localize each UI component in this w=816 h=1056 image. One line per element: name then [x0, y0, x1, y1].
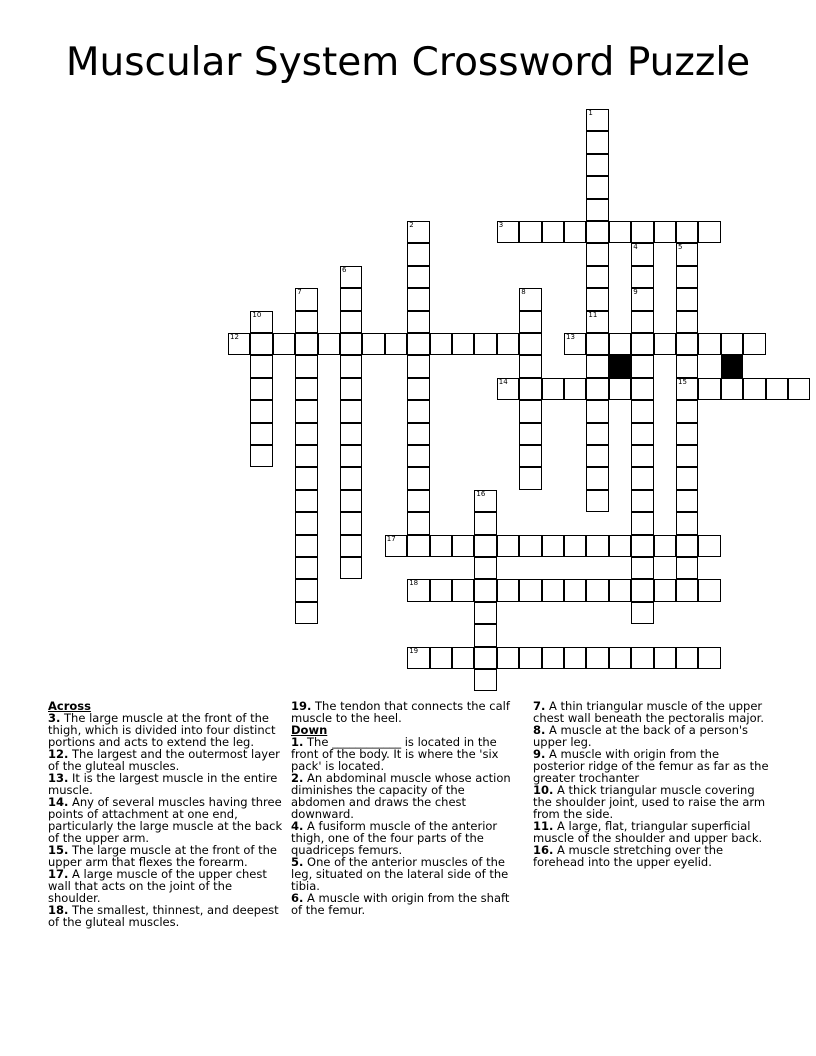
- clue-item-text: The tendon that connects the calf muscle to the heel.: [291, 699, 510, 725]
- grid-cell[interactable]: [586, 355, 608, 377]
- grid-cell[interactable]: [586, 243, 608, 265]
- clue-item-text: A large, flat, triangular superficial muscle of the shoulder and upper back.: [533, 819, 763, 845]
- grid-cell[interactable]: [586, 445, 608, 467]
- clue-heading-down: Down: [291, 723, 328, 737]
- clue-number: 19: [409, 646, 419, 655]
- grid-cell[interactable]: [586, 221, 608, 243]
- grid-cell[interactable]: [654, 535, 676, 557]
- grid-cell[interactable]: [698, 221, 720, 243]
- clue-item: [291, 820, 519, 856]
- grid-cell[interactable]: [698, 579, 720, 601]
- grid-cell[interactable]: [407, 512, 429, 534]
- clue-item-text: The smallest, thinnest, and deepest of the gluteal muscles.: [48, 903, 279, 929]
- grid-cell[interactable]: [631, 467, 653, 489]
- grid-cell[interactable]: [564, 333, 586, 355]
- grid-cell[interactable]: [295, 378, 317, 400]
- clue-item-number: 10.: [533, 783, 554, 797]
- grid-cell[interactable]: [586, 400, 608, 422]
- grid-cell[interactable]: [654, 579, 676, 601]
- grid-cell[interactable]: [407, 288, 429, 310]
- grid-cell[interactable]: [273, 333, 295, 355]
- clue-item: [291, 856, 519, 892]
- grid-cell[interactable]: [676, 288, 698, 310]
- grid-cell[interactable]: [676, 221, 698, 243]
- grid-cell[interactable]: [452, 579, 474, 601]
- grid-cell[interactable]: [430, 579, 452, 601]
- grid-cell[interactable]: [564, 378, 586, 400]
- grid-cell[interactable]: [474, 624, 496, 646]
- grid-cell[interactable]: [407, 467, 429, 489]
- grid-cell[interactable]: [295, 557, 317, 579]
- grid-cell[interactable]: [564, 221, 586, 243]
- grid-cell[interactable]: [385, 535, 407, 557]
- clue-item-number: 15.: [48, 843, 69, 857]
- grid-cell[interactable]: [676, 423, 698, 445]
- grid-cell[interactable]: [250, 445, 272, 467]
- clue-item: [533, 700, 769, 724]
- clue-item-text: The large muscle at the front of the thigh, which is divided into four distinct portions and acts to extend the leg.: [48, 711, 276, 749]
- grid-cell[interactable]: [497, 378, 519, 400]
- grid-cell[interactable]: [676, 467, 698, 489]
- grid-cell[interactable]: [295, 423, 317, 445]
- grid-cell[interactable]: [295, 602, 317, 624]
- clue-number: 17: [386, 534, 396, 543]
- clue-item-number: 4.: [291, 819, 304, 833]
- grid-cell[interactable]: [519, 423, 541, 445]
- clue-item-text: A large muscle of the upper chest wall that acts on the joint of the shoulder.: [48, 867, 267, 905]
- clue-item-number: 5.: [291, 855, 304, 869]
- grid-cell[interactable]: [519, 579, 541, 601]
- clue-number: 8: [521, 288, 526, 297]
- grid-cell[interactable]: [586, 154, 608, 176]
- grid-cell[interactable]: [631, 445, 653, 467]
- grid-cell[interactable]: [407, 490, 429, 512]
- grid-cell[interactable]: [586, 467, 608, 489]
- grid-cell[interactable]: [586, 266, 608, 288]
- clue-item: [48, 772, 284, 796]
- grid-cell[interactable]: [340, 378, 362, 400]
- clue-item: [291, 736, 519, 772]
- grid-cell[interactable]: [631, 490, 653, 512]
- clue-item-text: A fusiform muscle of the anterior thigh, one of the four parts of the quadriceps femurs.: [291, 819, 498, 857]
- grid-cell[interactable]: [631, 266, 653, 288]
- clue-item-text: Any of several muscles having three points of attachment at one end, particularly the large muscle at the back of the upper arm.: [48, 795, 283, 845]
- grid-cell[interactable]: [631, 535, 653, 557]
- grid-cell[interactable]: [631, 243, 653, 265]
- grid-cell[interactable]: [609, 333, 631, 355]
- grid-cell[interactable]: [654, 647, 676, 669]
- grid-cell[interactable]: [407, 647, 429, 669]
- grid-cell[interactable]: [542, 579, 564, 601]
- clue-item-number: 8.: [533, 723, 546, 737]
- clue-item: [48, 796, 284, 844]
- clue-item-text: A muscle with origin from the posterior ridge of the femur as far as the greater trochanter: [533, 747, 769, 785]
- grid-cell[interactable]: [519, 311, 541, 333]
- clue-item-text: A muscle with origin from the shaft of the femur.: [291, 891, 510, 917]
- grid-cell[interactable]: [340, 490, 362, 512]
- grid-cell[interactable]: [519, 378, 541, 400]
- grid-cell[interactable]: [497, 579, 519, 601]
- grid-cell[interactable]: [340, 355, 362, 377]
- grid-cell[interactable]: [474, 669, 496, 691]
- grid-cell[interactable]: [295, 311, 317, 333]
- grid-cell[interactable]: [721, 333, 743, 355]
- grid-cell[interactable]: [631, 602, 653, 624]
- grid-cell[interactable]: [698, 647, 720, 669]
- clue-item: [533, 724, 769, 748]
- clue-number: 18: [409, 579, 419, 588]
- clue-number: 3: [498, 221, 504, 229]
- grid-cell[interactable]: [676, 333, 698, 355]
- clue-item: [48, 868, 284, 904]
- grid-cell[interactable]: [609, 378, 631, 400]
- clue-item: [48, 712, 284, 748]
- grid-cell[interactable]: [474, 579, 496, 601]
- grid-cell[interactable]: [407, 311, 429, 333]
- grid-cell[interactable]: [474, 333, 496, 355]
- grid-cell[interactable]: [430, 333, 452, 355]
- grid-cell[interactable]: [474, 602, 496, 624]
- grid-cell[interactable]: [766, 378, 788, 400]
- grid-cell[interactable]: [250, 423, 272, 445]
- clue-item-text: The large muscle at the front of the upper arm that flexes the forearm.: [48, 843, 277, 869]
- grid-cell[interactable]: [497, 647, 519, 669]
- grid-cell[interactable]: [407, 333, 429, 355]
- grid-cell[interactable]: [407, 579, 429, 601]
- grid-cell[interactable]: [250, 400, 272, 422]
- clue-number: 12: [230, 333, 239, 341]
- grid-cell[interactable]: [564, 579, 586, 601]
- grid-cell[interactable]: [676, 512, 698, 534]
- clue-item-number: 16.: [533, 843, 554, 857]
- clue-number: 4: [633, 243, 638, 252]
- grid-cell[interactable]: [631, 423, 653, 445]
- grid-cell[interactable]: [542, 221, 564, 243]
- puzzle-title: Muscular System Crossword Puzzle: [65, 40, 751, 85]
- grid-cell[interactable]: [631, 512, 653, 534]
- clue-number: 15: [678, 377, 687, 386]
- clue-item-number: 18.: [48, 903, 69, 917]
- clue-number: 14: [498, 377, 508, 386]
- grid-cell[interactable]: [474, 512, 496, 534]
- grid-cell[interactable]: [519, 288, 541, 310]
- grid-cell[interactable]: [250, 378, 272, 400]
- clue-item-text: It is the largest muscle in the entire muscle.: [48, 771, 278, 797]
- clue-item-number: 6.: [291, 891, 304, 905]
- clue-number: 11: [588, 310, 598, 319]
- grid-cell[interactable]: [340, 266, 362, 288]
- grid-cell[interactable]: [609, 535, 631, 557]
- grid-cell[interactable]: [250, 311, 272, 333]
- grid-cell[interactable]: [519, 221, 541, 243]
- grid-cell[interactable]: [586, 176, 608, 198]
- grid-cell[interactable]: [698, 535, 720, 557]
- clue-item-number: 3.: [48, 711, 61, 725]
- clue-item-number: 19.: [291, 699, 312, 713]
- grid-cell[interactable]: [586, 647, 608, 669]
- grid-cell[interactable]: [497, 333, 519, 355]
- grid-cell[interactable]: [362, 333, 384, 355]
- grid-cell[interactable]: [676, 647, 698, 669]
- grid-cell[interactable]: [385, 333, 407, 355]
- grid-cell[interactable]: [609, 221, 631, 243]
- clue-heading-across: Across: [48, 699, 91, 713]
- clue-item-number: 2.: [291, 771, 304, 785]
- grid-cell[interactable]: [676, 266, 698, 288]
- grid-cell[interactable]: [407, 423, 429, 445]
- grid-cell[interactable]: [250, 333, 272, 355]
- clue-item: [533, 820, 769, 844]
- clue-item: [291, 892, 519, 916]
- grid-cell[interactable]: [631, 221, 653, 243]
- grid-cell[interactable]: [631, 378, 653, 400]
- grid-cell[interactable]: [340, 445, 362, 467]
- grid-cell[interactable]: [564, 647, 586, 669]
- clue-item: [533, 844, 769, 868]
- grid-cell[interactable]: [295, 445, 317, 467]
- grid-cell[interactable]: [519, 400, 541, 422]
- clue-item: [291, 700, 519, 724]
- grid-cell[interactable]: [497, 535, 519, 557]
- grid-cell[interactable]: [295, 535, 317, 557]
- grid-cell[interactable]: [340, 557, 362, 579]
- grid-cell[interactable]: [743, 378, 765, 400]
- grid-cell[interactable]: [586, 199, 608, 221]
- grid-cell[interactable]: [295, 467, 317, 489]
- clue-item-text: The largest and the outermost layer of the gluteal muscles.: [48, 747, 280, 773]
- grid-cell[interactable]: [676, 400, 698, 422]
- grid-cell[interactable]: [586, 490, 608, 512]
- clue-item-text: A thin triangular muscle of the upper chest wall beneath the pectoralis major.: [533, 699, 764, 725]
- grid-cell[interactable]: [654, 333, 676, 355]
- grid-cell[interactable]: [407, 445, 429, 467]
- grid-cell[interactable]: [676, 355, 698, 377]
- grid-cell[interactable]: [631, 355, 653, 377]
- clue-item-number: 14.: [48, 795, 69, 809]
- grid-cell[interactable]: [340, 400, 362, 422]
- clue-item: [48, 748, 284, 772]
- clue-item-number: 11.: [533, 819, 554, 833]
- grid-cell[interactable]: [654, 221, 676, 243]
- grid-cell[interactable]: [721, 378, 743, 400]
- grid-cell[interactable]: [318, 333, 340, 355]
- clue-item-number: 1.: [291, 735, 304, 749]
- grid-cell[interactable]: [295, 355, 317, 377]
- grid-cell[interactable]: [407, 221, 429, 243]
- grid-cell[interactable]: [586, 579, 608, 601]
- clue-item-text: A muscle stretching over the forehead into the upper eyelid.: [533, 843, 724, 869]
- grid-cell[interactable]: [474, 647, 496, 669]
- clue-number: 6: [342, 265, 347, 274]
- grid-cell[interactable]: [698, 333, 720, 355]
- grid-cell[interactable]: [631, 333, 653, 355]
- grid-cell[interactable]: [340, 512, 362, 534]
- clue-item: [533, 784, 769, 820]
- grid-cell[interactable]: [295, 288, 317, 310]
- grid-cell[interactable]: [586, 131, 608, 153]
- grid-cell[interactable]: [519, 467, 541, 489]
- black-square: [609, 355, 631, 377]
- grid-cell[interactable]: [586, 109, 608, 131]
- grid-cell[interactable]: [586, 423, 608, 445]
- grid-cell[interactable]: [586, 333, 608, 355]
- clue-item-text: An abdominal muscle whose action diminishes the capacity of the abdomen and draws the chest downward.: [291, 771, 511, 821]
- clue-number: 9: [633, 288, 638, 297]
- grid-cell[interactable]: [340, 423, 362, 445]
- grid-cell[interactable]: [631, 400, 653, 422]
- grid-cell[interactable]: [295, 579, 317, 601]
- clue-item-number: 13.: [48, 771, 69, 785]
- grid-cell[interactable]: [676, 490, 698, 512]
- grid-cell[interactable]: [519, 535, 541, 557]
- grid-cell[interactable]: [586, 311, 608, 333]
- grid-cell[interactable]: [452, 333, 474, 355]
- grid-cell[interactable]: [698, 378, 720, 400]
- grid-cell[interactable]: [340, 333, 362, 355]
- grid-cell[interactable]: [452, 535, 474, 557]
- grid-cell[interactable]: [542, 378, 564, 400]
- grid-cell[interactable]: [474, 490, 496, 512]
- grid-cell[interactable]: [430, 535, 452, 557]
- clue-number: 16: [476, 489, 486, 498]
- grid-cell[interactable]: [676, 445, 698, 467]
- grid-cell[interactable]: [519, 647, 541, 669]
- clue-item-number: 9.: [533, 747, 546, 761]
- grid-cell[interactable]: [407, 400, 429, 422]
- grid-cell[interactable]: [743, 333, 765, 355]
- clue-number: 5: [678, 243, 683, 252]
- clue-item-text: A thick triangular muscle covering the shoulder joint, used to raise the arm from the side.: [533, 783, 766, 821]
- grid-cell[interactable]: [676, 535, 698, 557]
- grid-cell[interactable]: [519, 355, 541, 377]
- grid-cell[interactable]: [295, 333, 317, 355]
- clue-number: 10: [252, 310, 262, 319]
- clue-item: [533, 748, 769, 784]
- grid-cell[interactable]: [228, 333, 250, 355]
- grid-cell[interactable]: [542, 535, 564, 557]
- grid-cell[interactable]: [631, 288, 653, 310]
- grid-cell[interactable]: [519, 333, 541, 355]
- clue-item: [48, 844, 284, 868]
- clue-column-1: [48, 700, 284, 928]
- clue-column-3: [533, 700, 769, 868]
- grid-cell[interactable]: [474, 535, 496, 557]
- grid-cell[interactable]: [340, 467, 362, 489]
- grid-cell[interactable]: [340, 288, 362, 310]
- clue-number: 13: [566, 333, 575, 341]
- grid-cell[interactable]: [474, 557, 496, 579]
- clue-item: [291, 772, 519, 820]
- clue-item-number: 17.: [48, 867, 69, 881]
- clue-item-number: 12.: [48, 747, 69, 761]
- clue-item-text: A muscle at the back of a person's upper leg.: [533, 723, 749, 749]
- clue-number: 2: [409, 221, 414, 229]
- grid-cell[interactable]: [676, 557, 698, 579]
- grid-cell[interactable]: [586, 288, 608, 310]
- grid-cell[interactable]: [542, 647, 564, 669]
- grid-cell[interactable]: [295, 490, 317, 512]
- grid-cell[interactable]: [564, 535, 586, 557]
- black-square: [721, 355, 743, 377]
- grid-cell[interactable]: [631, 311, 653, 333]
- grid-cell[interactable]: [676, 243, 698, 265]
- clue-item: [48, 904, 284, 928]
- grid-cell[interactable]: [609, 647, 631, 669]
- grid-cell[interactable]: [340, 311, 362, 333]
- grid-cell[interactable]: [676, 311, 698, 333]
- grid-cell[interactable]: [407, 378, 429, 400]
- grid-cell[interactable]: [676, 378, 698, 400]
- grid-cell[interactable]: [295, 512, 317, 534]
- grid-cell[interactable]: [407, 266, 429, 288]
- grid-cell[interactable]: [295, 400, 317, 422]
- grid-cell[interactable]: [430, 647, 452, 669]
- grid-cell[interactable]: [519, 445, 541, 467]
- clue-number: 1: [588, 109, 593, 117]
- clue-column-2: [291, 700, 519, 916]
- grid-cell[interactable]: [452, 647, 474, 669]
- grid-cell[interactable]: [407, 355, 429, 377]
- grid-cell[interactable]: [250, 355, 272, 377]
- grid-cell[interactable]: [586, 378, 608, 400]
- grid-cell[interactable]: [631, 647, 653, 669]
- grid-cell[interactable]: [497, 221, 519, 243]
- clue-number: 7: [297, 288, 302, 297]
- clue-item-text: The ____________ is located in the front of the body. It is where the 'six pack' is located.: [291, 735, 499, 773]
- grid-cell[interactable]: [631, 557, 653, 579]
- grid-cell[interactable]: [609, 579, 631, 601]
- grid-cell[interactable]: [407, 243, 429, 265]
- clue-item-number: 7.: [533, 699, 546, 713]
- grid-cell[interactable]: [788, 378, 810, 400]
- grid-cell[interactable]: [631, 579, 653, 601]
- clue-item-text: One of the anterior muscles of the leg, situated on the lateral side of the tibia.: [291, 855, 509, 893]
- grid-cell[interactable]: [676, 579, 698, 601]
- grid-cell[interactable]: [340, 535, 362, 557]
- grid-cell[interactable]: [407, 535, 429, 557]
- grid-cell[interactable]: [586, 535, 608, 557]
